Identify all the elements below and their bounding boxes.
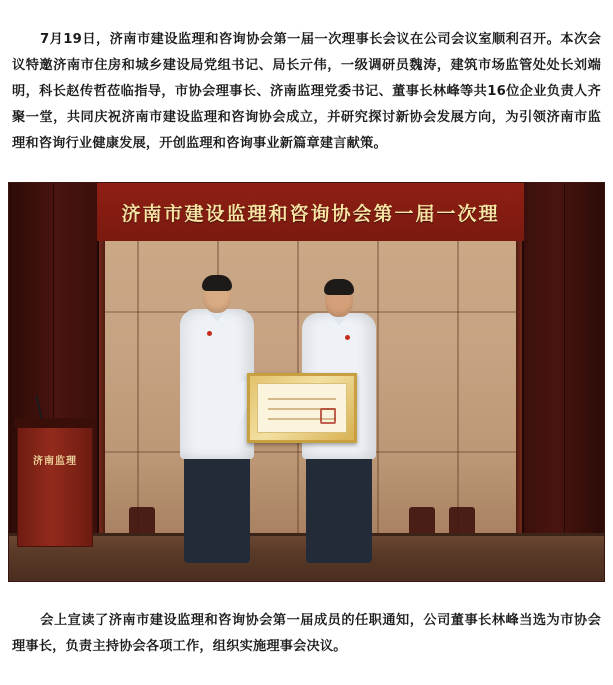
certificate <box>247 373 357 443</box>
top-paragraph-text: 7月19日，济南市建设监理和咨询协会第一届一次理事长会议在公司会议室顺利召开。本次会议特邀济南市住房和城乡建设局党组书记、局长亓伟，一级调研员魏涛，建筑市场监管处处长刘端明，科长赵传哲莅临指导，市协会理事长、济南监理党委书记、董事长林峰等共16位企业负责人齐聚一堂，共同庆祝济南市建设监理和咨询协会成立，并研究探讨新协会发展方向，为引领济南市监理和咨询行业健康发展，开创监理和咨询事业新篇章建言献策。 <box>12 32 601 152</box>
photo-person-left <box>177 275 257 565</box>
certificate-inner <box>257 383 347 433</box>
bottom-paragraph-text: 会上宣读了济南市建设监理和咨询协会第一届成员的任职通知，公司董事长林峰当选为市协会理事长，负责主持协会各项工作，组织实施理事会决议。 <box>12 612 601 654</box>
photo-banner-text: 济南市建设监理和咨询协会第一届一次理 <box>121 202 500 225</box>
bottom-paragraph <box>0 596 613 676</box>
top-paragraph <box>0 13 613 169</box>
photo-podium <box>17 425 93 547</box>
photo-right-wood-panel <box>522 183 604 581</box>
certificate-seal-icon <box>320 408 336 424</box>
photo-banner <box>97 183 524 241</box>
podium-label: 济南监理 <box>33 456 77 468</box>
document-page <box>0 13 613 685</box>
meeting-photo <box>8 182 605 582</box>
